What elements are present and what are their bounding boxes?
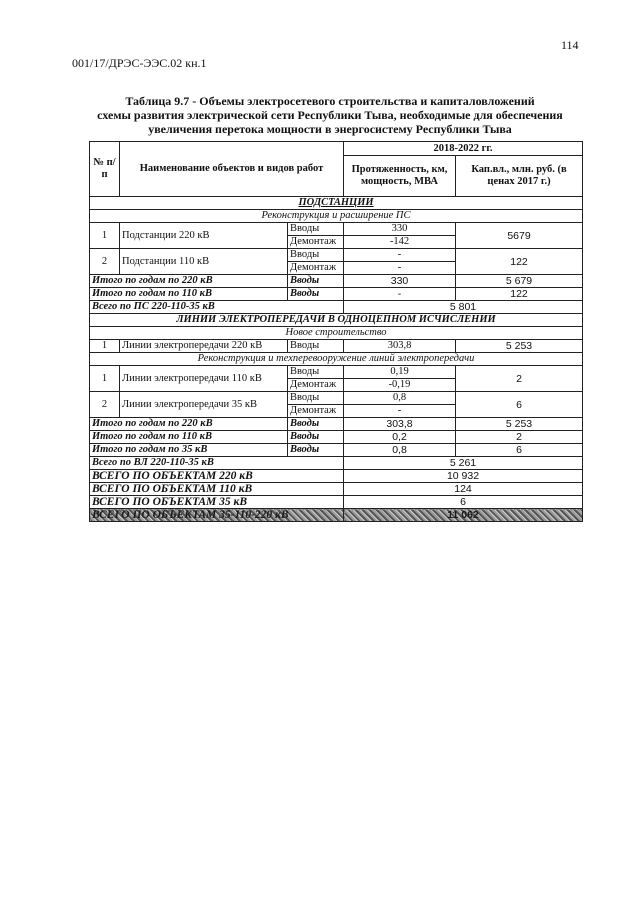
total-work: Вводы (288, 275, 344, 288)
row-capex: 6 (456, 392, 583, 418)
grand-total-value: 11 062 (344, 509, 583, 522)
subsection-ps-reconstruction: Реконструкция и расширение ПС (90, 210, 583, 223)
table-row (90, 249, 583, 262)
row-work: Демонтаж (288, 262, 344, 275)
total-work: Вводы (288, 431, 344, 444)
total-label: Итого по годам по 110 кВ (90, 288, 288, 301)
total-capex: 2 (456, 431, 583, 444)
row-num: 1 (90, 223, 120, 249)
row-value: - (344, 262, 456, 275)
row-work: Демонтаж (288, 379, 344, 392)
row-name: Подстанции 220 кВ (120, 223, 288, 249)
row-value: 303,8 (344, 340, 456, 353)
row-value: - (344, 249, 456, 262)
total-label: Итого по годам по 110 кВ (90, 431, 288, 444)
row-work: Вводы (288, 223, 344, 236)
row-work: Вводы (288, 366, 344, 379)
sum-label-vl: Всего по ВЛ 220-110-35 кВ (90, 457, 344, 470)
total-capex: 5 253 (456, 418, 583, 431)
table-row (90, 366, 583, 379)
total-value: 0,8 (344, 444, 456, 457)
sum-row (90, 457, 583, 470)
sum-row (90, 301, 583, 314)
total-row (90, 418, 583, 431)
row-value: 330 (344, 223, 456, 236)
section-row (90, 197, 583, 210)
total-row (90, 288, 583, 301)
row-value: -0,19 (344, 379, 456, 392)
row-name: Линии электропередачи 110 кВ (120, 366, 288, 392)
total-work: Вводы (288, 418, 344, 431)
total-row (90, 444, 583, 457)
row-work: Вводы (288, 249, 344, 262)
table-row (90, 340, 583, 353)
objects-label-35: ВСЕГО ПО ОБЪЕКТАМ 35 кВ (90, 496, 344, 509)
objects-total-row (90, 496, 583, 509)
row-name: Линии электропередачи 35 кВ (120, 392, 288, 418)
total-value: 0,2 (344, 431, 456, 444)
total-row (90, 275, 583, 288)
total-label: Итого по годам по 35 кВ (90, 444, 288, 457)
grand-total-row (90, 509, 583, 522)
subsection-row (90, 353, 583, 366)
objects-value-110: 124 (344, 483, 583, 496)
total-value: 303,8 (344, 418, 456, 431)
table-row (90, 223, 583, 236)
row-work: Демонтаж (288, 405, 344, 418)
row-work: Вводы (288, 340, 344, 353)
header-name: Наименование объектов и видов работ (120, 142, 344, 197)
objects-value-35: 6 (344, 496, 583, 509)
row-name: Линии электропередачи 220 кВ (120, 340, 288, 353)
row-capex: 2 (456, 366, 583, 392)
row-num: 1 (90, 366, 120, 392)
header-capex: Кап.вл., млн. руб. (в ценах 2017 г.) (456, 156, 583, 197)
row-value: 0,8 (344, 392, 456, 405)
row-work: Вводы (288, 392, 344, 405)
row-num: 1 (90, 340, 120, 353)
objects-value-220: 10 932 (344, 470, 583, 483)
row-name: Подстанции 110 кВ (120, 249, 288, 275)
row-num: 2 (90, 249, 120, 275)
sum-value-vl: 5 261 (344, 457, 583, 470)
row-capex: 5679 (456, 223, 583, 249)
row-value: 0,19 (344, 366, 456, 379)
subsection-row (90, 327, 583, 340)
row-work: Демонтаж (288, 236, 344, 249)
total-capex: 122 (456, 288, 583, 301)
total-capex: 6 (456, 444, 583, 457)
row-value: - (344, 405, 456, 418)
total-work: Вводы (288, 444, 344, 457)
total-work: Вводы (288, 288, 344, 301)
section-lines: ЛИНИИ ЭЛЕКТРОПЕРЕДАЧИ В ОДНОЦЕПНОМ ИСЧИСЛЕНИИ (90, 314, 583, 327)
title-line-1: Таблица 9.7 - Объемы электросетевого строительства и капиталовложений (125, 94, 535, 108)
title-line-3: увеличения перетока мощности в энергосистему Республики Тыва (148, 122, 512, 136)
objects-total-row (90, 483, 583, 496)
table-header-row (90, 142, 583, 156)
section-substations: ПОДСТАНЦИИ (90, 197, 583, 210)
title-line-2: схемы развития электрической сети Республики Тыва, необходимые для обеспечения (97, 108, 563, 122)
total-label: Итого по годам по 220 кВ (90, 275, 288, 288)
section-row (90, 314, 583, 327)
row-capex: 5 253 (456, 340, 583, 353)
grand-total-label: ВСЕГО ПО ОБЪЕКТАМ 35-110-220 кВ (90, 509, 344, 522)
objects-label-110: ВСЕГО ПО ОБЪЕКТАМ 110 кВ (90, 483, 344, 496)
header-num: № п/п (90, 142, 120, 197)
row-value: -142 (344, 236, 456, 249)
total-value: - (344, 288, 456, 301)
objects-label-220: ВСЕГО ПО ОБЪЕКТАМ 220 кВ (90, 470, 344, 483)
subsection-lines-reconstruction: Реконструкция и техперевооружение линий электропередачи (90, 353, 583, 366)
sum-label-ps: Всего по ПС 220-110-35 кВ (90, 301, 344, 314)
row-capex: 122 (456, 249, 583, 275)
total-capex: 5 679 (456, 275, 583, 288)
investment-table (89, 141, 583, 522)
table-title (80, 94, 580, 136)
sum-value-ps: 5 801 (344, 301, 583, 314)
header-length: Протяженность, км, мощность, МВА (344, 156, 456, 197)
total-value: 330 (344, 275, 456, 288)
total-label: Итого по годам по 220 кВ (90, 418, 288, 431)
table-row (90, 392, 583, 405)
header-period: 2018-2022 гг. (344, 142, 583, 156)
objects-total-row (90, 470, 583, 483)
subsection-new-construction: Новое строительство (90, 327, 583, 340)
document-code: 001/17/ДРЭС-ЭЭС.02 кн.1 (72, 56, 207, 70)
row-num: 2 (90, 392, 120, 418)
subsection-row (90, 210, 583, 223)
total-row (90, 431, 583, 444)
page-number: 114 (561, 38, 579, 52)
